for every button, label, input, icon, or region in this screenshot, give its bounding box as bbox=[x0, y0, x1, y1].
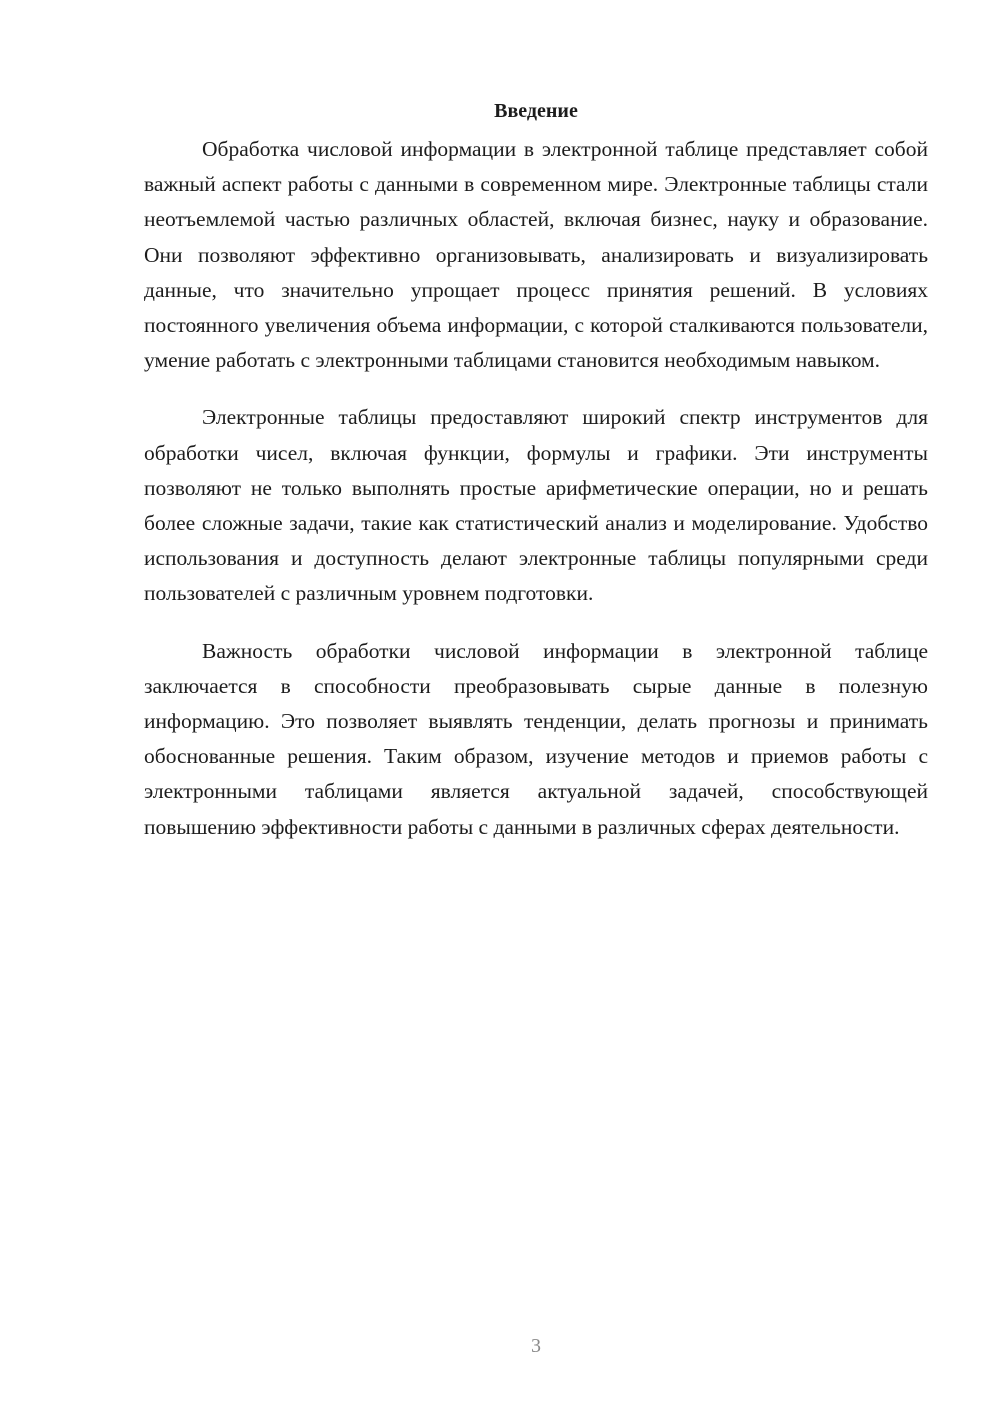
paragraph-1: Обработка числовой информации в электронной таблице представляет собой важный аспект работы с данными в современном мире. Электронные таблицы стали неотъемлемой частью различных областей, включая бизнес, науку и образование. Они позволяют эффективно организовывать, анализировать и визуализировать данные, что значительно упрощает процесс принятия решений. В условиях постоянного увеличения объема информации, с которой сталкиваются пользователи, умение работать с электронными таблицами становится необходимым навыком. bbox=[144, 137, 928, 373]
page-number: 3 bbox=[531, 1335, 541, 1357]
section-title: Введение bbox=[494, 100, 578, 122]
paragraph-3: Важность обработки числовой информации в электронной таблице заключается в способности преобразовывать сырые данные в полезную информацию. Это позволяет выявлять тенденции, делать прогнозы и принимать обоснованные решения. Таким образом, изучение методов и приемов работы с электронными таблицами является актуальной задачей, способствующей повышению эффективности работы с данными в различных сферах деятельности. bbox=[144, 638, 928, 839]
page-content bbox=[144, 96, 928, 845]
paragraph-2: Электронные таблицы предоставляют широкий спектр инструментов для обработки чисел, включая функции, формулы и графики. Эти инструменты позволяют не только выполнять простые арифметические операции, но и решать более сложные задачи, такие как статистический анализ и моделирование. Удобство использования и доступность делают электронные таблицы популярными среди пользователей с различным уровнем подготовки. bbox=[144, 405, 928, 606]
